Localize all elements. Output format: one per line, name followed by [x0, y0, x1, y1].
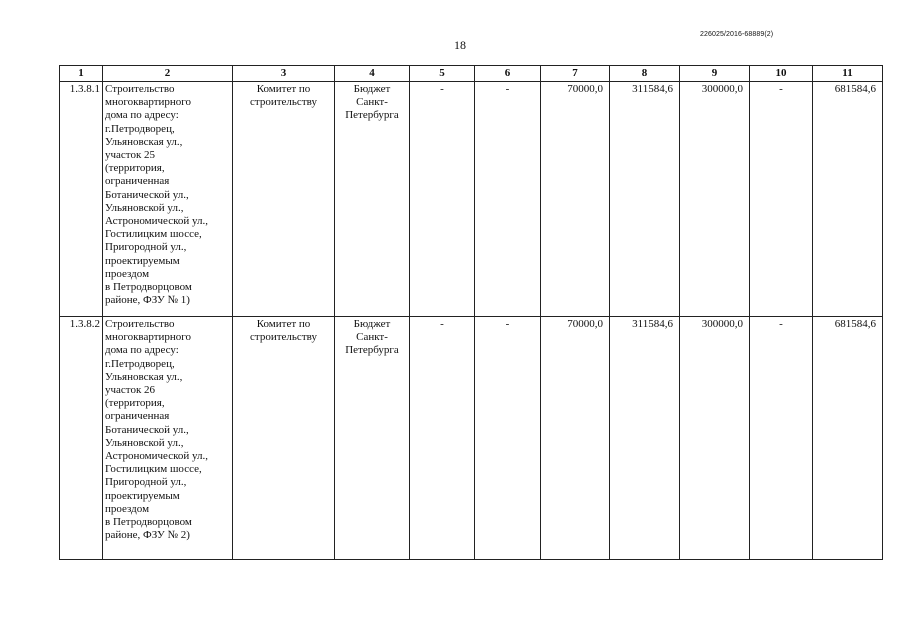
value-cell-col10: - — [750, 82, 813, 317]
total-cell: 681584,6 — [813, 317, 883, 560]
column-number-row — [60, 66, 883, 82]
funding-source-cell: Бюджет Санкт- Петербурга — [335, 317, 410, 560]
row-code: 1.3.8.2 — [60, 317, 103, 560]
value-cell-col7: 70000,0 — [541, 82, 610, 317]
value-cell-col10: - — [750, 317, 813, 560]
column-number: 7 — [541, 66, 610, 82]
document-code: 226025/2016-68889(2) — [700, 31, 774, 38]
column-number: 5 — [410, 66, 475, 82]
column-number: 1 — [60, 66, 103, 82]
column-number: 10 — [750, 66, 813, 82]
object-name: Строительство многоквартирного дома по адресу: г.Петродворец, Ульяновская ул., участок 26 (территория, ограниченная Ботанической ул., Ульяновской ул., Астрономической ул., Гостилицким шоссе, Пригородной ул., проектируемым проездом в Петродворцовом районе, ФЗУ № 2) — [103, 317, 233, 560]
value-cell-col8: 311584,6 — [610, 317, 680, 560]
column-number: 9 — [680, 66, 750, 82]
column-number: 6 — [475, 66, 541, 82]
object-name: Строительство многоквартирного дома по адресу: г.Петродворец, Ульяновская ул., участок 25 (территория, ограниченная Ботанической ул., Ульяновской ул., Астрономической ул., Гостилицким шоссе, Пригородной ул., проектируемым проездом в Петродворцовом районе, ФЗУ № 1) — [103, 82, 233, 317]
value-cell-col8: 311584,6 — [610, 82, 680, 317]
value-cell-col6: - — [475, 82, 541, 317]
program-table — [59, 65, 883, 560]
value-cell-col9: 300000,0 — [680, 82, 750, 317]
executor-cell: Комитет по строительству — [233, 82, 335, 317]
column-number: 3 — [233, 66, 335, 82]
column-number: 2 — [103, 66, 233, 82]
row-code: 1.3.8.1 — [60, 82, 103, 317]
value-cell-col5: - — [410, 82, 475, 317]
table-row — [60, 82, 883, 317]
column-number: 8 — [610, 66, 680, 82]
table-row — [60, 317, 883, 560]
executor-cell: Комитет по строительству — [233, 317, 335, 560]
column-number: 11 — [813, 66, 883, 82]
column-number: 4 — [335, 66, 410, 82]
value-cell-col5: - — [410, 317, 475, 560]
value-cell-col6: - — [475, 317, 541, 560]
page-number: 18 — [454, 38, 466, 52]
funding-source-cell: Бюджет Санкт- Петербурга — [335, 82, 410, 317]
value-cell-col9: 300000,0 — [680, 317, 750, 560]
total-cell: 681584,6 — [813, 82, 883, 317]
value-cell-col7: 70000,0 — [541, 317, 610, 560]
